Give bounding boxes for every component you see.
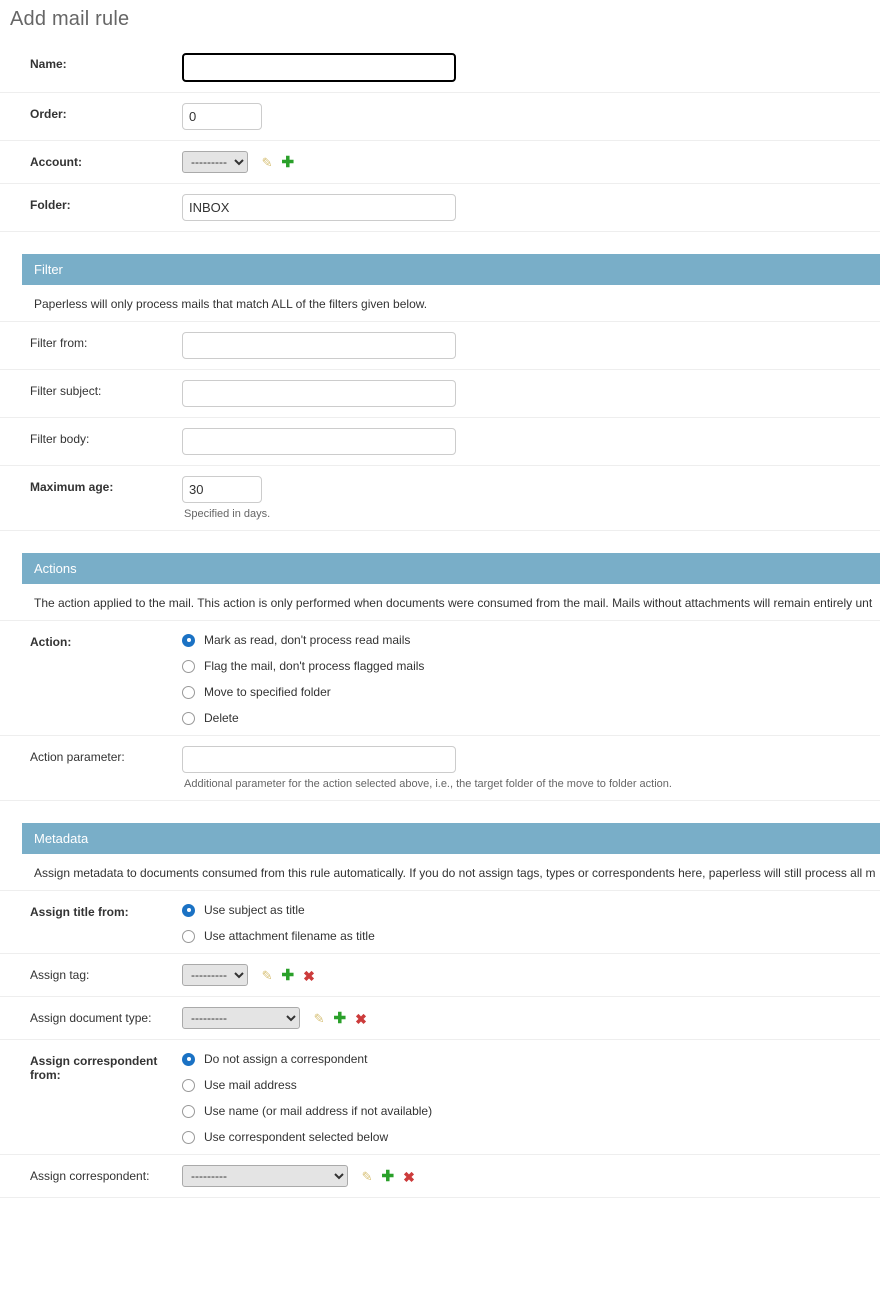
edit-pencil-icon[interactable]: ✎: [261, 968, 273, 984]
action-field-cell: [180, 631, 880, 725]
filter-section-description: Paperless will only process mails that match ALL of the filters given below.: [0, 285, 880, 322]
assign-document-type-field-cell: [180, 1007, 880, 1029]
row-name: [0, 43, 880, 93]
action-radio-option[interactable]: [182, 633, 880, 647]
name-label: Name:: [30, 57, 67, 71]
maximum-age-help: Specified in days.: [184, 508, 271, 520]
assign-correspondent-from-label: Assign correspondent from:: [30, 1054, 158, 1082]
assign-correspondent-radio-option[interactable]: [182, 1078, 880, 1092]
assign-title-option-label: Use attachment filename as title: [204, 929, 375, 943]
filter-section-header: Filter: [22, 254, 880, 285]
filter-body-field-cell: [180, 428, 880, 455]
filter-subject-field-cell: [180, 380, 880, 407]
action-option-label: Move to specified folder: [204, 685, 331, 699]
action-label: Action:: [30, 635, 72, 649]
folder-input[interactable]: [182, 194, 456, 221]
radio-icon[interactable]: [182, 1079, 195, 1092]
add-plus-icon[interactable]: ✚: [381, 1168, 395, 1186]
add-plus-icon[interactable]: ✚: [281, 967, 295, 985]
assign-correspondent-option-label: Do not assign a correspondent: [204, 1052, 368, 1066]
row-order: [0, 93, 880, 141]
filter-section: [0, 254, 880, 531]
assign-title-radio-option[interactable]: [182, 903, 880, 917]
assign-title-radio-group: [182, 901, 880, 943]
assign-tag-select[interactable]: [182, 964, 248, 986]
action-radio-option[interactable]: [182, 711, 880, 725]
radio-icon[interactable]: [182, 1105, 195, 1118]
action-radio-group: [182, 631, 880, 725]
row-assign-title-from: [0, 891, 880, 954]
assign-correspondent-icon-group: [362, 1169, 415, 1184]
row-account: [0, 141, 880, 184]
assign-tag-field-cell: [180, 964, 880, 986]
assign-tag-icon-group: [262, 968, 315, 983]
assign-document-type-label: Assign document type:: [30, 1011, 152, 1025]
assign-correspondent-radio-group: [182, 1050, 880, 1144]
filter-body-label: Filter body:: [30, 432, 90, 446]
radio-icon[interactable]: [182, 904, 195, 917]
assign-title-from-field-cell: [180, 901, 880, 943]
filter-from-label: Filter from:: [30, 336, 88, 350]
filter-subject-label: Filter subject:: [30, 384, 102, 398]
action-option-label: Mark as read, don't process read mails: [204, 633, 411, 647]
radio-icon[interactable]: [182, 1131, 195, 1144]
action-parameter-field-cell: [180, 746, 880, 790]
order-field-cell: [180, 103, 880, 130]
account-select[interactable]: [182, 151, 248, 173]
assign-correspondent-radio-option[interactable]: [182, 1104, 880, 1118]
action-parameter-input[interactable]: [182, 746, 456, 773]
radio-icon[interactable]: [182, 634, 195, 647]
delete-cross-icon[interactable]: ✖: [355, 1010, 367, 1027]
delete-cross-icon[interactable]: ✖: [403, 1168, 415, 1185]
action-radio-option[interactable]: [182, 659, 880, 673]
order-label: Order:: [30, 107, 67, 121]
metadata-section: [0, 823, 880, 1198]
action-option-label: Delete: [204, 711, 239, 725]
row-filter-from: [0, 322, 880, 370]
action-radio-option[interactable]: [182, 685, 880, 699]
actions-section: [0, 553, 880, 801]
radio-icon[interactable]: [182, 686, 195, 699]
radio-icon[interactable]: [182, 1053, 195, 1066]
filter-subject-input[interactable]: [182, 380, 456, 407]
assign-title-from-label: Assign title from:: [30, 905, 129, 919]
assign-correspondent-radio-option[interactable]: [182, 1130, 880, 1144]
row-maximum-age: [0, 466, 880, 531]
maximum-age-label: Maximum age:: [30, 480, 114, 494]
assign-correspondent-option-label: Use mail address: [204, 1078, 297, 1092]
name-field-cell: [180, 53, 880, 82]
metadata-section-header: Metadata: [22, 823, 880, 854]
radio-icon[interactable]: [182, 930, 195, 943]
action-parameter-label: Action parameter:: [30, 750, 125, 764]
edit-pencil-icon[interactable]: ✎: [313, 1011, 325, 1027]
assign-correspondent-label: Assign correspondent:: [30, 1169, 150, 1183]
add-plus-icon[interactable]: ✚: [281, 154, 295, 172]
row-action-parameter: [0, 736, 880, 801]
row-action: [0, 621, 880, 736]
row-filter-subject: [0, 370, 880, 418]
row-assign-document-type: [0, 997, 880, 1040]
filter-body-input[interactable]: [182, 428, 456, 455]
action-parameter-help: Additional parameter for the action selected above, i.e., the target folder of the move to folder action.: [184, 778, 672, 790]
row-assign-correspondent: [0, 1155, 880, 1198]
name-input[interactable]: [182, 53, 456, 82]
delete-cross-icon[interactable]: ✖: [303, 967, 315, 984]
folder-field-cell: [180, 194, 880, 221]
page-title: Add mail rule: [10, 8, 130, 30]
radio-icon[interactable]: [182, 660, 195, 673]
add-plus-icon[interactable]: ✚: [333, 1010, 347, 1028]
radio-icon[interactable]: [182, 712, 195, 725]
row-assign-correspondent-from: [0, 1040, 880, 1155]
account-label: Account:: [30, 155, 82, 169]
row-assign-tag: [0, 954, 880, 997]
assign-correspondent-radio-option[interactable]: [182, 1052, 880, 1066]
actions-section-header: Actions: [22, 553, 880, 584]
assign-correspondent-field-cell: [180, 1165, 880, 1187]
action-option-label: Flag the mail, don't process flagged mails: [204, 659, 425, 673]
folder-label: Folder:: [30, 198, 71, 212]
assign-tag-label: Assign tag:: [30, 968, 90, 982]
row-filter-body: [0, 418, 880, 466]
edit-pencil-icon[interactable]: ✎: [261, 155, 273, 171]
assign-correspondent-from-field-cell: [180, 1050, 880, 1144]
assign-correspondent-option-label: Use name (or mail address if not available): [204, 1104, 433, 1118]
maximum-age-field-cell: [180, 476, 880, 520]
account-icon-group: [262, 155, 294, 170]
assign-title-option-label: Use subject as title: [204, 903, 305, 917]
order-input[interactable]: [182, 103, 262, 130]
maximum-age-input[interactable]: [182, 476, 262, 503]
metadata-section-description: Assign metadata to documents consumed from this rule automatically. If you do not assign tags, types or correspondents here, paperless will still process all m: [0, 854, 880, 891]
filter-from-input[interactable]: [182, 332, 456, 359]
actions-section-description: The action applied to the mail. This action is only performed when documents were consumed from the mail. Mails without attachments will remain entirely unt: [0, 584, 880, 621]
assign-document-type-icon-group: [314, 1011, 367, 1026]
filter-from-field-cell: [180, 332, 880, 359]
assign-title-radio-option[interactable]: [182, 929, 880, 943]
assign-document-type-select[interactable]: [182, 1007, 300, 1029]
assign-correspondent-select[interactable]: [182, 1165, 348, 1187]
account-field-cell: [180, 151, 880, 173]
assign-correspondent-option-label: Use correspondent selected below: [204, 1130, 389, 1144]
edit-pencil-icon[interactable]: ✎: [361, 1169, 373, 1185]
row-folder: [0, 184, 880, 232]
